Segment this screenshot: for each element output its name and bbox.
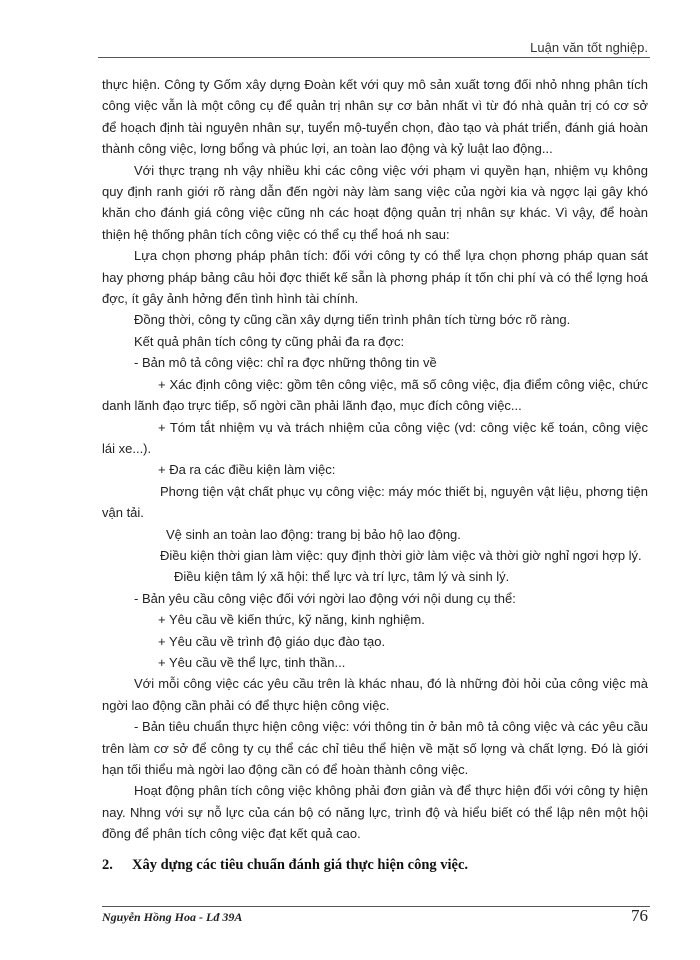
paragraph: + Xác định công việc: gồm tên công việc, mã số công việc, địa điểm công việc, chức danh lãnh đạo trực tiếp, số ngời cần phải lãnh đạo, mục đích công việc... <box>102 376 648 414</box>
paragraph: - Bản tiêu chuẩn thực hiện công việc: với thông tin ở bản mô tả công việc và các yêu cầu trên làm cơ sở để công ty cụ thể các chỉ tiêu thể hiện về mặt số lợng và chất lợng. Đó là giới hạn tối thiểu mà ngời lao động cần có để hoàn thành công việc. <box>102 719 648 777</box>
paragraph: Đồng thời, công ty cũng cần xây dựng tiến trình phân tích từng bớc rõ ràng. <box>134 312 571 328</box>
section-heading-text: Xây dựng các tiêu chuẩn đánh giá thực hiện công việc. <box>132 856 469 873</box>
page-number: 76 <box>631 906 648 925</box>
paragraph: Lựa chọn phơng pháp phân tích: đối với công ty có thể lựa chọn phơng pháp quan sát hay phơng pháp bảng câu hỏi đợc thiết kế sẵn là phơng pháp ít tốn chi phí và có thể lợng hoá đợc, ít gây ảnh hởng đến tình hình tài chính. <box>102 248 648 307</box>
paragraph: Vệ sinh an toàn lao động: trang bị bảo hộ lao động. <box>166 526 461 542</box>
paragraph: + Đa ra các điều kiện làm việc: <box>158 462 336 478</box>
paragraph: + Tóm tắt nhiệm vụ và trách nhiệm của công việc (vd: công việc kế toán, công việc lái xe...). <box>102 419 648 456</box>
page-header-title: Luận văn tốt nghiệp. <box>530 40 648 55</box>
paragraph: Với thực trạng nh vậy nhiều khi các công việc với phạm vi quyền hạn, nhiệm vụ không quy định ranh giới rõ ràng dẫn đến ngời này làm sang việc của ngời kia và ngợc lại gây khó khăn cho đánh giá công việc cũng nh các hoạt động quản trị nhân sự khác. Vì vậy, để hoàn thiện hệ thống phân tích công việc có thể cụ thể hoá nh sau: <box>102 162 648 242</box>
header-rule <box>98 57 650 58</box>
paragraph: Với mỗi công việc các yêu cầu trên là khác nhau, đó là những đòi hỏi của công việc mà ngời lao động cần phải có để thực hiện công việc. <box>102 676 648 713</box>
section-heading-number: 2. <box>102 856 113 873</box>
paragraph: Điều kiện tâm lý xã hội: thể lực và trí lực, tâm lý và sinh lý. <box>174 569 510 585</box>
paragraph: + Yêu cầu về kiến thức, kỹ năng, kinh nghiệm. <box>158 612 425 628</box>
paragraph: + Yêu cầu về thể lực, tinh thần... <box>158 654 346 670</box>
footer-rule <box>102 906 650 907</box>
section-heading <box>102 855 648 876</box>
paragraph: Điều kiện thời gian làm việc: quy định thời giờ làm việc và thời giờ nghỉ ngơi hợp lý. <box>160 547 642 563</box>
paragraph: - Bản mô tả công việc: chỉ ra đợc những thông tin về <box>134 355 437 371</box>
paragraph: Kết quả phân tích công ty cũng phải đa ra đợc: <box>134 333 405 349</box>
paragraph: Hoạt động phân tích công việc không phải đơn giản và để thực hiện đối với công ty hiện nay. Nhng với sự nỗ lực của cán bộ có năng lực, trình độ và hiểu biết có thể lập nên một hội đồng để phân tích công việc đạt kết quả cao. <box>102 783 648 842</box>
paragraph: thực hiện. Công ty Gốm xây dựng Đoàn kết với quy mô sản xuất tơng đối nhỏ nhng phân tích công việc vẫn là một công cụ để quản trị nhân sự cơ bản nhất vì từ đó nhà quản trị có cơ sở để hoạch định tài nguyên nhân sự, tuyển mộ-tuyển chọn, đào tạo và phát triển, đánh giá hoàn thành công việc, lơng bổng và phúc lợi, an toàn lao động và kỷ luật lao động... <box>102 77 648 157</box>
paragraph: Phơng tiện vật chất phục vụ công việc: máy móc thiết bị, nguyên vật liệu, phơng tiện vận tải. <box>102 483 648 521</box>
paragraph: - Bản yêu cầu công việc đối với ngời lao động với nội dung cụ thể: <box>134 590 516 606</box>
paragraph: + Yêu cầu về trình độ giáo dục đào tạo. <box>158 633 386 649</box>
footer-author: Nguyễn Hồng Hoa - Lđ 39A <box>102 910 243 924</box>
body-text <box>102 74 648 876</box>
